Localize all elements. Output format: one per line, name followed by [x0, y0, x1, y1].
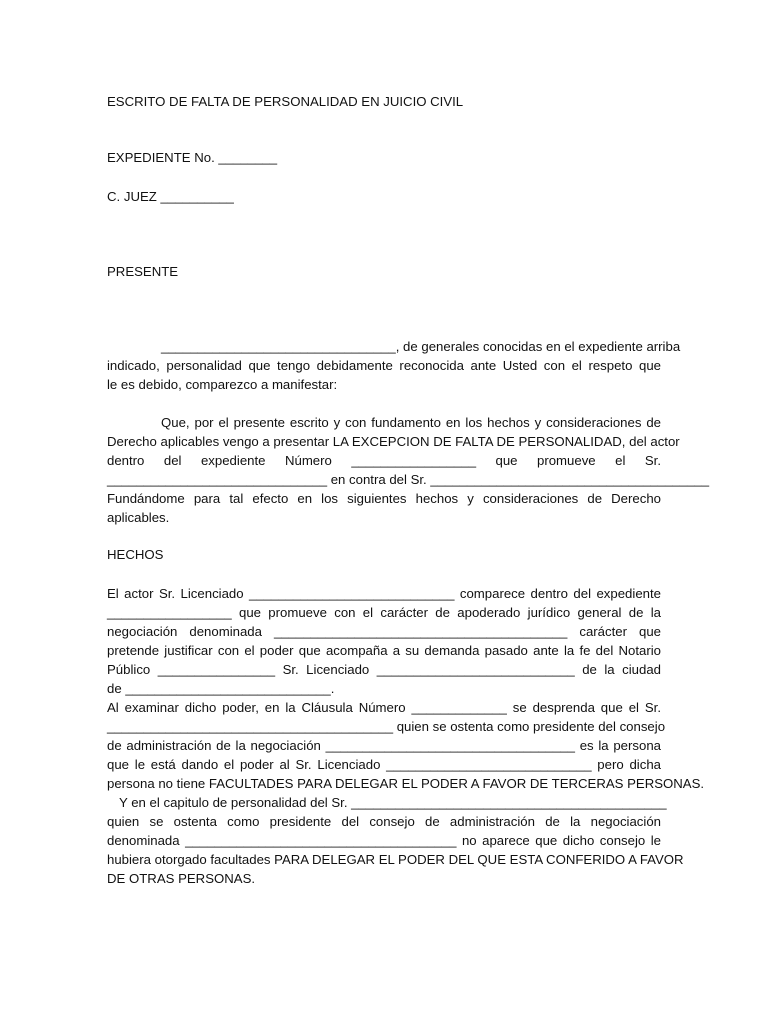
paragraph-line: dentro del expediente Número _________________ que promueve el Sr.: [107, 453, 661, 468]
paragraph-line: aplicables.: [107, 510, 170, 525]
hechos-line: negociación denominada ________________________________________ carácter que: [107, 624, 661, 639]
hechos-line: de ____________________________.: [107, 681, 335, 696]
paragraph-line: Fundándome para tal efecto en los siguientes hechos y consideraciones de Derecho: [107, 491, 661, 506]
hechos-line: pretende justificar con el poder que acompaña a su demanda pasado ante la fe del Notario: [107, 643, 661, 658]
hechos-line: de administración de la negociación __________________________________ es la persona: [107, 738, 661, 753]
hechos-line: El actor Sr. Licenciado ____________________________ comparece dentro del expediente: [107, 586, 661, 601]
paragraph-line: ______________________________ en contra del Sr. ______________________________________: [107, 472, 710, 487]
hechos-line: Y en el capitulo de personalidad del Sr. ___________________________________________: [119, 795, 667, 810]
hechos-line: DE OTRAS PERSONAS.: [107, 871, 256, 886]
hechos-line: denominada _____________________________________ no aparece que dicho consejo le: [107, 833, 661, 848]
juez-line: C. JUEZ __________: [107, 189, 234, 204]
presente-line: PRESENTE: [107, 264, 179, 279]
hechos-line: _________________ que promueve con el carácter de apoderado jurídico general de la: [107, 605, 661, 620]
hechos-heading: HECHOS: [107, 547, 164, 562]
hechos-line: hubiera otorgado facultades PARA DELEGAR EL PODER DEL QUE ESTA CONFERIDO A FAVOR: [107, 852, 684, 867]
hechos-line: Al examinar dicho poder, en la Cláusula Número _____________ se desprenda que el Sr.: [107, 700, 661, 715]
hechos-line: Público ________________ Sr. Licenciado ___________________________ de la ciudad: [107, 662, 661, 677]
hechos-line: persona no tiene FACULTADES PARA DELEGAR EL PODER A FAVOR DE TERCERAS PERSONAS.: [107, 776, 705, 791]
hechos-line: _______________________________________ quien se ostenta como presidente del consejo: [107, 719, 666, 734]
intro-line: indicado, personalidad que tengo debidamente reconocida ante Usted con el respeto que: [107, 358, 661, 373]
hechos-line: que le está dando el poder al Sr. Licenciado ____________________________ pero dicha: [107, 757, 661, 772]
paragraph-line: Derecho aplicables vengo a presentar LA EXCEPCION DE FALTA DE PERSONALIDAD, del actor: [107, 434, 680, 449]
expediente-line: EXPEDIENTE No. ________: [107, 150, 278, 165]
paragraph-line: Que, por el presente escrito y con fundamento en los hechos y consideraciones de: [161, 415, 661, 430]
hechos-line: quien se ostenta como presidente del consejo de administración de la negociación: [107, 814, 661, 829]
intro-line: le es debido, comparezco a manifestar:: [107, 377, 338, 392]
document-title: ESCRITO DE FALTA DE PERSONALIDAD EN JUICIO CIVIL: [107, 94, 464, 109]
intro-line: ________________________________, de generales conocidas en el expediente arriba: [161, 339, 681, 354]
